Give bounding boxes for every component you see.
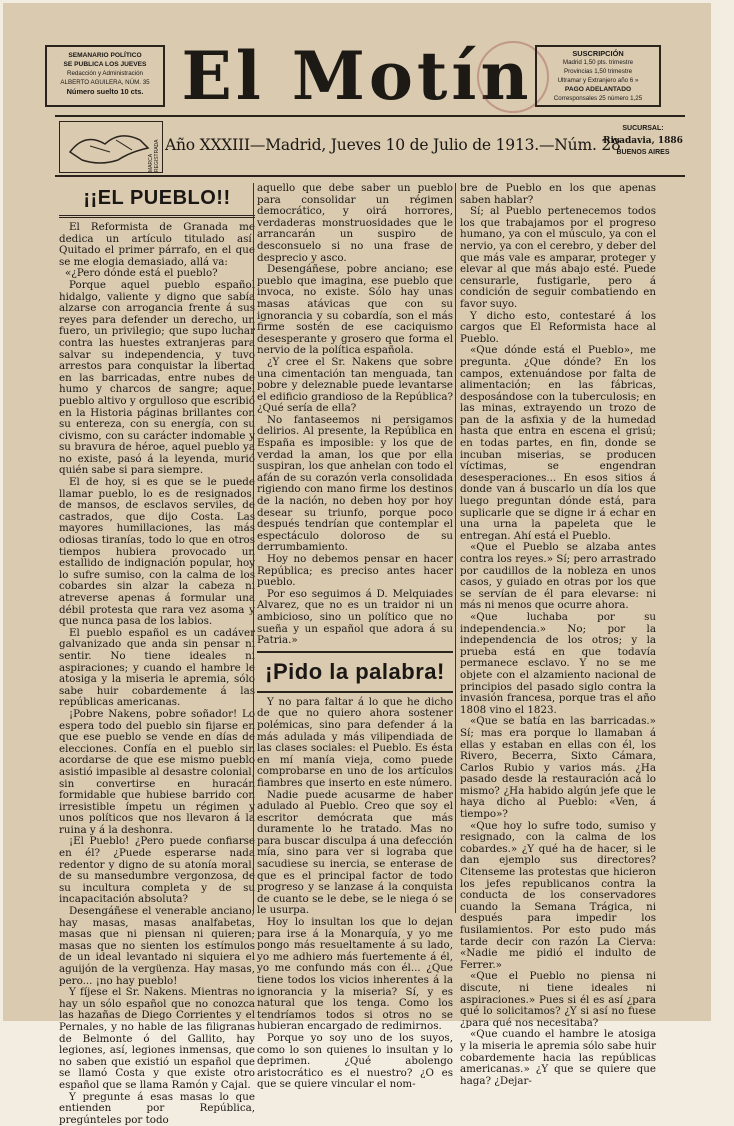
headline-rule: [59, 215, 255, 218]
trademark-caption: MARCA REGISTRADA: [148, 139, 160, 172]
masthead-right-box: [535, 45, 661, 107]
paragraph: Sí; al Pueblo pertenecemos todos los que trabajamos por el progreso humano, ya con el músculo, ya con el nervio, ya con el cerebro, y deber del que más vale es amparar, proteger y elevar al que más abajo esté. Puede censurarle, fustigarle, pero á condición de seguir combatiendo en favor suyo.: [460, 205, 656, 310]
headline-pido-la-palabra: ¡Pido la palabra!: [265, 658, 445, 684]
paragraph: «Que se batía en las barricadas.» Sí; mas era porque lo llamaban á ellas y estaban en ellas con él, los Rivero, Becerra, Sixto Cámara, Carlos Rubio y varios más. ¿Ha pasado desde la restauración acá lo mismo? ¿Ha habido algún jefe que le haya dicho al Pueblo: «Ven, á tiempo»?: [460, 715, 656, 821]
paragraph: Y no para faltar á lo que he dicho de que no quiero ahora sostener polémicas, sino para defender á la más adulada y más vilipendiada de las clases sociales: el Pueblo. Es ésta en mí manía vieja, como puede comprobarse en uno de los artículos fiambres que inserto en este número.: [257, 695, 453, 789]
paragraph: El de hoy, si es que se le puede llamar pueblo, lo es de resignados, de mansos, de esclavos serviles, de castrados, que dijo Costa. Las mayores humillaciones, las más odiosas tiranías, todo lo que en otros tiempos hubiera provocado un estallido de indignación popular, hoy lo sufre sumiso, con la calma de los cobardes sin alzar la cabeza ni atreverse apenas á formular una débil protesta que rara vez asoma y que nunca pasa de los labios.: [59, 476, 255, 628]
left-box-line4: ALBERTO AGUILERA, NÚM. 35: [60, 79, 150, 86]
issue-dateline: Año XXXIII—Madrid, Jueves 10 de Julio de 1913.—Núm. 28: [165, 136, 621, 154]
column-rule: [253, 183, 254, 913]
newspaper-page: [3, 3, 711, 1126]
paragraph: «Que hoy lo sufre todo, sumiso y resignado, con la calma de los cobardes.» ¿Y qué ha de hacer, si le dan ejemplo sus directores? Citenseme las protestas que hicieron los jefes republicanos contra la conducta de los conservadores cuando la Semana Trágica, ni después para impedir los fusilamientos. Por esto pudo más tarde decir con razón La Cierva: «Nadie me pidió el indulto de Ferrer.»: [460, 819, 656, 971]
paragraph: bre de Pueblo en los que apenas saben hablar?: [460, 182, 656, 206]
paragraph: «Que luchaba por su independencia.» No; por la independencia de los otros; y la prueba está en que todavía permanece esclavo. Y no se me objete con el alzamiento nacional de principios del pasado siglo contra la invasión francesa, porque tras el año 1808 vino el 1823.: [460, 610, 656, 716]
paragraph: Y dicho esto, contestaré á los cargos que El Reformista hace al Pueblo.: [460, 309, 656, 345]
branch-city: BUENOS AIRES: [616, 149, 670, 156]
paragraph: ¡Pobre Nakens, pobre soñador! Lo espera todo del pueblo sin fijarse en que ese pueblo se vende en días de elecciones. Confía en el pueblo sin acordarse de que ese mismo pueblo asistió impasible al desastre colonial, sin convertirse en huracán formidable que hubiese barrido con irresistible ímpetu un régimen y unos políticos que nos llevaron á la ruina y á la deshonra.: [59, 707, 255, 836]
paragraph: «Que el Pueblo no piensa ni discute, ni tiene ideales ni aspiraciones.» Pues si él es así ¿para qué lo solicitamos? ¿Y si así no fuese ¿para qué nos necesitaba?: [460, 970, 656, 1029]
dateline-bar: [55, 115, 685, 177]
trademark-logo: [59, 121, 163, 173]
left-box-line1: SEMANARIO POLÍTICO: [68, 52, 142, 59]
paragraph: Y pregunte á esas masas lo que entienden por República, pregúnteles por todo: [59, 1090, 255, 1126]
paragraph: «Que el Pueblo se alzaba antes contra los reyes.» Sí; pero arrastrado por caudillos de la nobleza en unos casos, y guiado en otras por los que se servían de él para elevarse: ni más ni menos que ocurre ahora.: [460, 541, 656, 612]
masthead-title: El Motín: [181, 37, 533, 115]
paragraph: El Reformista de Granada me dedica un artículo titulado así. Quitado el primer párrafo, en el que se me elogia demasiado, allá va:: [59, 221, 255, 268]
branch-address: Rivadavia, 1886: [603, 136, 683, 146]
paragraph: No fantaseemos ni persigamos delirios. Al presente, la República en España es imposible: y los que de verdad la aman, los que por ella suspiran, los que anhelan con todo el afán de su corazón verla consolidada rigiendo con mano firme los destinos de la nación, no deben hoy por hoy desear su triunfo, porque poco después tendrían que contemplar el espectáculo doloroso de su derrumbamiento.: [257, 413, 453, 554]
column-rule: [455, 183, 456, 913]
paragraph: Porque yo soy uno de los suyos, como lo son quienes lo insultan y lo deprimen. ¿Qué abolengo aristocrático es el nuestro? ¿O es que se quiere vincular el nom-: [257, 1031, 453, 1091]
paragraph: aquello que debe saber un pueblo para consolidar un régimen democrático, y oirá horrores, verdaderas monstruosidades que le arrancarán un suspiro de desconsuelo si no una frase de desprecio y asco.: [257, 182, 453, 264]
column-1: [59, 183, 255, 1126]
right-box-line2: Madrid 1,50 pts. trimestre: [562, 59, 634, 66]
masthead-left-box: [45, 45, 165, 107]
paragraph: Y fíjese el Sr. Nakens. Mientras no hay un sólo español que no conozca las hazañas de Diego Corrientes y el Pernales, y no hable de las filigranas de Belmonte ó del Gallito, hay legiones, así, legiones inmensas, que no saben que existió un español que se llamó Costa y que existe otro español que se llama Ramón y Cajal.: [59, 986, 255, 1091]
paragraph: El pueblo español es un cadáver galvanizado que anda sin pensar ni sentir. No tiene ideales ni aspiraciones; y cuando el hambre le atosiga y la miseria le apremia, sólo sabe huir cobardemente á las repúblicas americanas.: [59, 626, 255, 709]
right-box-line5: PAGO ADELANTADO: [564, 86, 632, 93]
section-rule: [257, 651, 453, 653]
right-box-line1: SUSCRIPCIÓN: [572, 49, 624, 58]
right-box-line4: Ultramar y Extranjero año 6 »: [557, 77, 639, 84]
paragraph: «¿Pero dónde está el pueblo?: [65, 267, 218, 280]
right-box-line6: Corresponsales 25 número 1,25: [553, 95, 643, 102]
left-box-line3: Redacción y Administración: [66, 70, 143, 77]
paragraph: Porque aquel pueblo español hidalgo, valiente y digno que sabía alzarse con arrogancia frente á sus reyes para defender un derecho, un fuero, un privilegio; que supo luchar contra las huestes extranjeras para salvar su independencia, y tuvo arrestos para conquistar la libertad en las barricadas, entre nubes de humo y charcos de sangre; aquel pueblo altivo y orgulloso que escribió en la Historia páginas brillantes con su entereza, con su energía, con su civismo, con su carácter indomable y su bravura de héroe, aquel pueblo ya no existe, pasó á la leyenda, murió quién sabe si para siempre.: [59, 278, 255, 477]
paragraph: Hoy lo insultan los que lo dejan para irse á la Monarquía, y yo me pongo más resueltamente á su lado, yo me adhiero más fuertemente á él, yo me confundo más con él... ¿Que tiene todos los vicios inherentes á la ignorancia y la miseria? Sí, y es natural que los tenga. Como los tendríamos todos si otros no se hubieran encargado de redimirnos.: [257, 916, 453, 1033]
headline-el-pueblo: ¡¡EL PUEBLO!!: [83, 187, 231, 209]
paragraph: Desengáñese el venerable anciano; hay masas, masas analfabetas, masas que ni piensan ni quieren; masas que no sienten los estímulos de un ideal levantado ni siquiera el aguijón de la vergüenza. Hay masas, pero... ¡no hay pueblo!: [59, 905, 255, 987]
trademark-illustration-icon: [60, 122, 160, 170]
section-rule: [257, 691, 453, 693]
paragraph: Desengáñese, pobre anciano; ese pueblo que imagina, ese pueblo que invoca, no existe. Sólo hay unas masas atávicas que con su ignorancia y su cobardía, son el más firme sostén de ese caciquismo desesperante y grosero que forma el nervio de la política española.: [257, 263, 453, 357]
paragraph: ¡El Pueblo! ¿Pero puede confiarse en él? ¿Puede esperarse nada redentor y digno de su atonía moral, de su mansedumbre vergonzosa, de su incultura completa y de su incapacitación absoluta?: [59, 835, 255, 906]
left-box-line2: SE PUBLICA LOS JUEVES: [63, 61, 147, 68]
paragraph: Nadie puede acusarme de haber adulado al Pueblo. Creo que soy el escritor demócrata que más duramente lo he tratado. Mas no para buscar disculpa á una defección mía, sino para ver si lograba que sacudiese su inercia, se enterase de que es el principal factor de todo progreso y se lanzase á la conquista de cuanto se le debe, se le niega ó se le usurpa.: [257, 788, 453, 917]
paragraph: Por eso seguimos á D. Melquiades Alvarez, que no es un traidor ni un ambicioso, sino un político que no sueña y un español que adora á su Patria.»: [257, 587, 453, 647]
left-box-line5: Número suelto 10 cts.: [66, 87, 144, 96]
paragraph: «Que dónde está el Pueblo», me pregunta. ¿Que dónde? En los campos, extenuándose por falta de alimentación; en las fábricas, desposándose con la tuberculosis; en las minas, extrayendo un trozo de pan de la asfixia y de la humedad hasta que entra en escena el grisú; en todas partes, en fin, donde se incuban miserias, se producen víctimas, se engendran desesperaciones... En esos sitios á donde van á buscarlo un día los que luego preguntan dónde está, para suplicarle que se digne ir á echar en una urna la papeleta que le entregan. Ahí está el Pueblo.: [460, 344, 656, 542]
paragraph: ¿Y cree el Sr. Nakens que sobre una cimentación tan menguada, tan pobre y deleznable puede levantarse el edificio grandioso de la República? ¿Qué sería de ella?: [257, 355, 453, 415]
branch-info: [603, 123, 683, 159]
column-2: [257, 182, 453, 1091]
branch-label: SUCURSAL:: [622, 125, 664, 132]
column-3: [460, 182, 656, 1087]
paragraph: Hoy no debemos pensar en hacer República; es preciso antes hacer pueblo.: [257, 553, 453, 589]
paragraph: «Que cuando el hambre le atosiga y la miseria le apremia sólo sabe huir cobardemente hacia las repúblicas americanas.» ¿Y que se quiere que haga? ¿Dejar-: [460, 1028, 656, 1087]
right-box-line3: Provincias 1,50 trimestre: [563, 68, 633, 75]
